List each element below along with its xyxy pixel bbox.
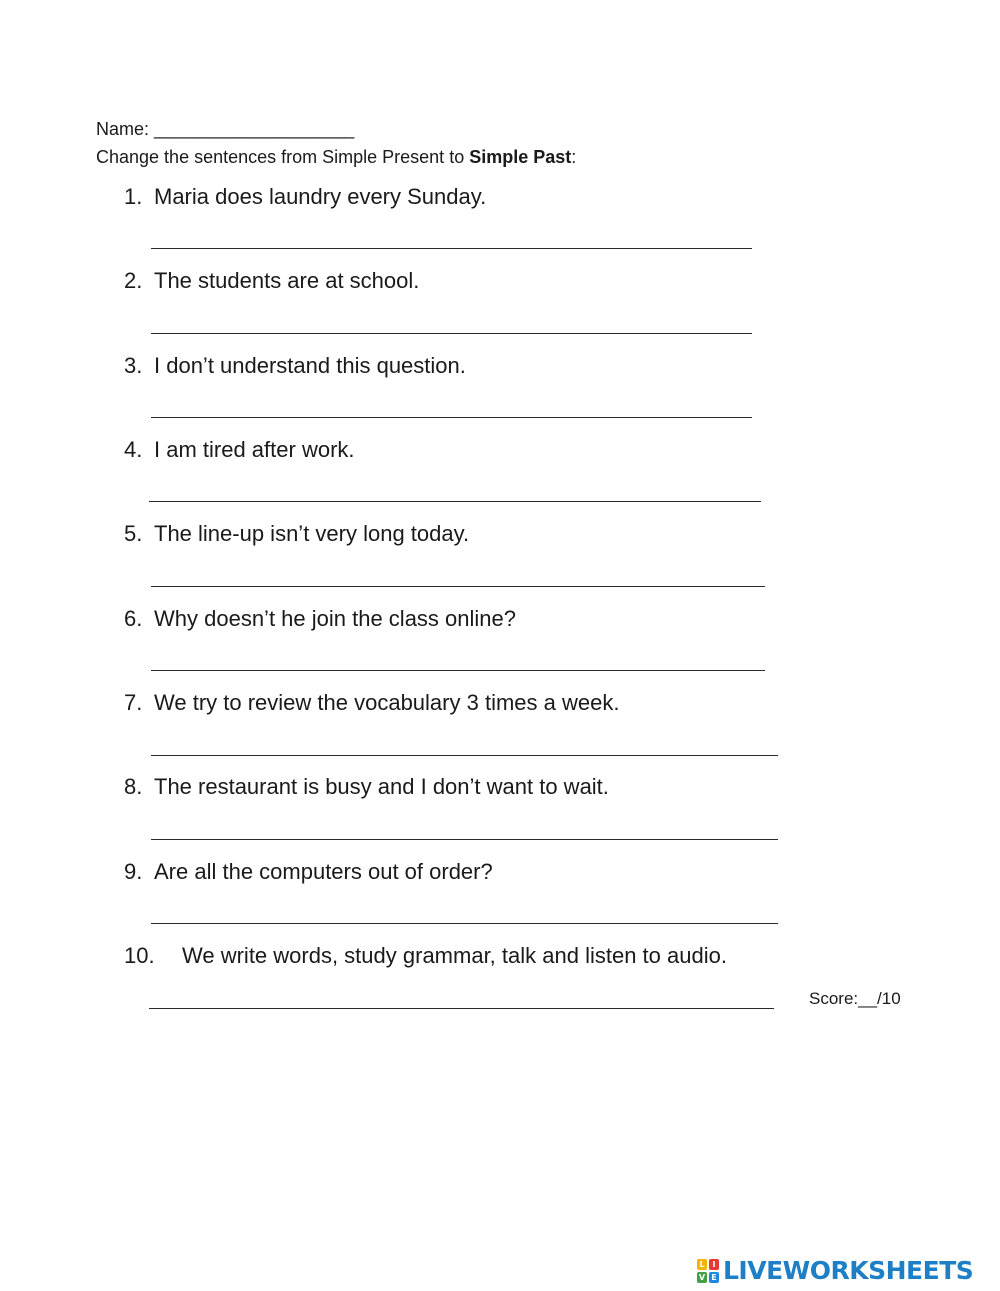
liveworksheets-logo (697, 1256, 973, 1286)
instructions-bold: Simple Past (469, 147, 572, 167)
question-text: The restaurant is busy and I don’t want to wait. (154, 774, 609, 799)
logo-grid-cell: E (709, 1272, 719, 1283)
question-number: 10. (124, 943, 155, 968)
logo-text: LIVEWORKSHEETS (723, 1256, 974, 1285)
question-text: Why doesn’t he join the class online? (154, 606, 516, 631)
question-1 (124, 184, 486, 210)
logo-grid-cell: L (697, 1259, 707, 1270)
question-text: The line-up isn’t very long today. (154, 521, 470, 546)
question-4 (124, 437, 355, 463)
question-7 (124, 690, 619, 716)
question-number: 5. (124, 521, 143, 546)
question-number: 4. (124, 437, 143, 462)
question-5 (124, 521, 469, 547)
answer-line-4[interactable] (149, 501, 761, 502)
question-text: I don’t understand this question. (154, 353, 466, 378)
answer-line-5[interactable] (151, 586, 765, 587)
question-number: 2. (124, 268, 143, 293)
answer-line-10[interactable] (149, 1008, 774, 1009)
question-6 (124, 606, 516, 632)
question-text: I am tired after work. (154, 437, 355, 462)
instructions-suffix: : (571, 147, 577, 167)
instructions (96, 146, 576, 168)
question-number: 6. (124, 606, 143, 631)
question-8 (124, 774, 609, 800)
question-number: 3. (124, 353, 143, 378)
answer-line-3[interactable] (151, 417, 752, 418)
logo-grid-icon (697, 1259, 719, 1283)
answer-line-8[interactable] (151, 839, 778, 840)
instructions-prefix: Change the sentences from Simple Present to (96, 147, 470, 167)
logo-grid-cell: V (698, 1273, 706, 1282)
question-2 (124, 268, 419, 294)
question-9 (124, 859, 493, 885)
question-number: 7. (124, 690, 143, 715)
question-text: We write words, study grammar, talk and listen to audio. (182, 943, 727, 968)
question-number: 9. (124, 859, 143, 884)
question-text: Are all the computers out of order? (154, 859, 493, 884)
question-10 (124, 943, 727, 969)
question-text: Maria does laundry every Sunday. (154, 184, 487, 209)
logo-grid-cell: I (709, 1259, 719, 1270)
answer-line-7[interactable] (151, 755, 778, 756)
question-3 (124, 353, 466, 379)
question-text: The students are at school. (154, 268, 420, 293)
answer-line-1[interactable] (151, 248, 752, 249)
answer-line-6[interactable] (151, 670, 765, 671)
answer-line-2[interactable] (151, 333, 752, 334)
score-label: Score:__/10 (809, 989, 901, 1008)
answer-line-9[interactable] (151, 923, 778, 924)
question-number: 8. (124, 774, 143, 799)
name-line: Name: ____________________ (96, 119, 355, 139)
question-number: 1. (124, 184, 143, 209)
question-text: We try to review the vocabulary 3 times a week. (154, 690, 620, 715)
